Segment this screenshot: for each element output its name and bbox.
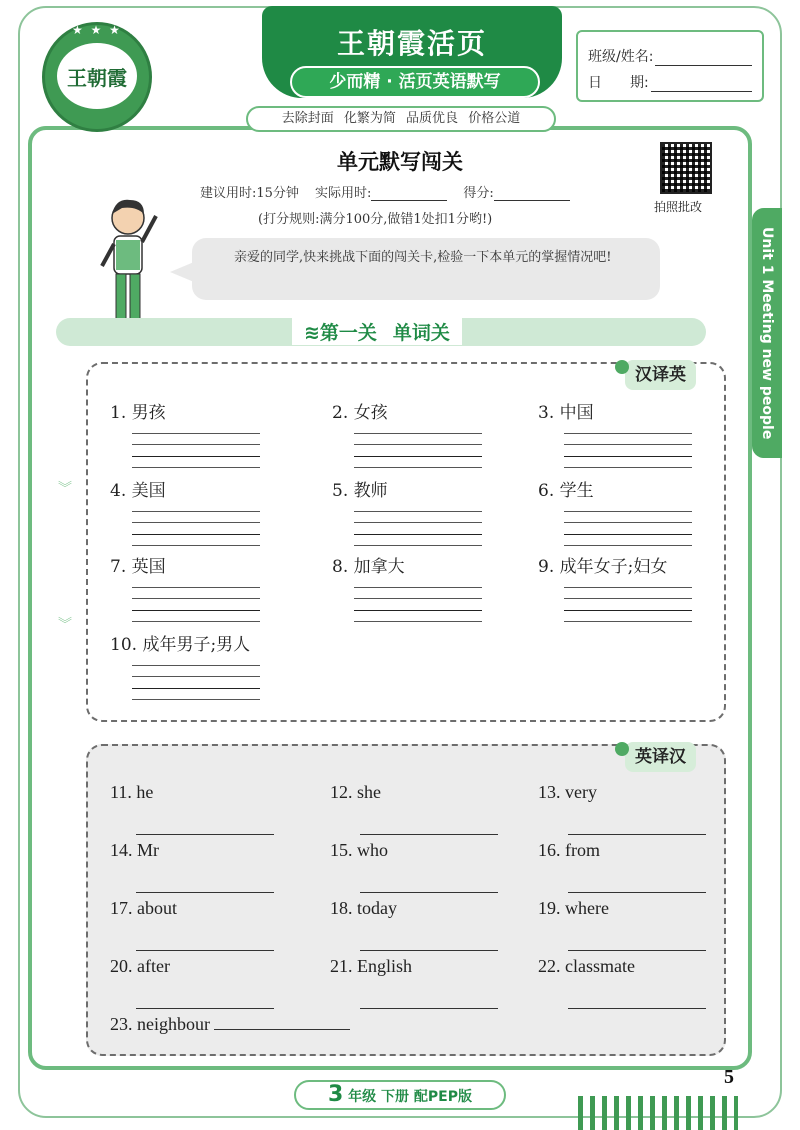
speech-tail: [170, 262, 194, 282]
answer-lines[interactable]: [354, 422, 482, 468]
name-label: 班级/姓名:: [588, 49, 654, 65]
date-label: 日 期:: [588, 75, 649, 91]
speech-bubble: 亲爱的同学,快来挑战下面的闯关卡,检验一下本单元的掌握情况吧!: [192, 238, 660, 300]
question-item: 8. 加拿大: [332, 557, 405, 577]
answer-line[interactable]: [568, 1008, 706, 1009]
answer-lines[interactable]: [132, 654, 260, 700]
level-name: 单词关: [392, 322, 450, 344]
answer-lines[interactable]: [132, 500, 260, 546]
question-item: 16. from: [538, 840, 600, 860]
question-item: 18. today: [330, 898, 397, 918]
boy-illustration: [92, 196, 162, 336]
question-item: 7. 英国: [110, 557, 166, 577]
question-item: 17. about: [110, 898, 177, 918]
question-item: 19. where: [538, 898, 609, 918]
question-item: 1. 男孩: [110, 403, 166, 423]
question-item: 23. neighbour: [110, 1014, 350, 1035]
level-number: ≋第一关: [304, 322, 377, 344]
chevron-down-icon: ︾: [58, 481, 72, 497]
grade-pill: [294, 1080, 506, 1110]
answer-line[interactable]: [568, 950, 706, 951]
question-item: 22. classmate: [538, 956, 635, 976]
answer-lines[interactable]: [132, 422, 260, 468]
question-item: 9. 成年女子;妇女: [538, 557, 668, 577]
actual-time-field[interactable]: [371, 187, 447, 201]
answer-line[interactable]: [136, 950, 274, 951]
answer-line[interactable]: [360, 950, 498, 951]
level-title: [292, 318, 462, 345]
dot-icon: [615, 742, 629, 756]
question-item: 2. 女孩: [332, 403, 388, 423]
publisher-logo: [42, 22, 152, 132]
question-item: 11. he: [110, 782, 154, 802]
answer-line[interactable]: [360, 834, 498, 835]
name-row: [588, 40, 752, 66]
page-title: 单元默写闯关: [337, 150, 463, 174]
answer-line[interactable]: [360, 892, 498, 893]
grade-number: 3: [327, 1082, 344, 1107]
section-tag: 汉译英: [625, 360, 696, 390]
unit-side-tab: Unit 1 Meeting new people: [752, 208, 782, 458]
answer-lines[interactable]: [564, 422, 692, 468]
qr-code-icon[interactable]: [660, 142, 712, 194]
answer-line[interactable]: [136, 834, 274, 835]
dot-icon: [615, 360, 629, 374]
score-label: 得分:: [463, 186, 494, 201]
question-item: 15. who: [330, 840, 388, 860]
suggested-time: 建议用时:15分钟: [200, 186, 299, 201]
question-item: 13. very: [538, 782, 597, 802]
answer-lines[interactable]: [564, 576, 692, 622]
question-item: 12. she: [330, 782, 381, 802]
answer-lines[interactable]: [564, 500, 692, 546]
date-row: [588, 66, 752, 92]
answer-line[interactable]: [136, 892, 274, 893]
qr-label: 拍照批改: [654, 200, 703, 214]
question-item: 10. 成年男子;男人: [110, 635, 251, 655]
name-field[interactable]: [655, 50, 752, 66]
section-en-to-cn: [86, 744, 726, 1056]
star-icon: ★ ★ ★ ★ ★: [53, 23, 141, 37]
logo-inner: [57, 43, 137, 109]
question-item: 21. English: [330, 956, 413, 976]
logo-text: 王朝霞: [67, 65, 127, 90]
page-number: 5: [724, 1066, 734, 1088]
question-item: 6. 学生: [538, 481, 594, 501]
question-item: 3. 中国: [538, 403, 594, 423]
question-item: 14. Mr: [110, 840, 159, 860]
date-field[interactable]: [651, 76, 752, 92]
section-cn-to-en: [86, 362, 726, 722]
actual-time-label: 实际用时:: [314, 186, 372, 201]
question-item: 4. 美国: [110, 481, 166, 501]
decorative-stripes: [578, 1096, 738, 1130]
time-score-row: [200, 182, 570, 201]
series-subtitle: 少而精 · 活页英语默写: [290, 66, 540, 98]
answer-line[interactable]: [136, 1008, 274, 1009]
grade-text: 年级 下册 配PEP版: [348, 1089, 473, 1105]
question-item: 20. after: [110, 956, 170, 976]
score-field[interactable]: [494, 187, 570, 201]
answer-lines[interactable]: [132, 576, 260, 622]
question-item: 5. 教师: [332, 481, 388, 501]
section-tag: 英译汉: [625, 742, 696, 772]
slogans: 去除封面 化繁为简 品质优良 价格公道: [246, 106, 556, 132]
brand-title: 王朝霞活页: [336, 27, 487, 60]
answer-line[interactable]: [568, 892, 706, 893]
answer-line[interactable]: [360, 1008, 498, 1009]
answer-line[interactable]: [214, 1029, 350, 1030]
answer-lines[interactable]: [354, 500, 482, 546]
scoring-rule: (打分规则:满分100分,做错1处扣1分哟!): [258, 212, 493, 227]
answer-lines[interactable]: [354, 576, 482, 622]
chevron-down-icon: ︾: [58, 617, 72, 633]
answer-line[interactable]: [568, 834, 706, 835]
student-info-box: [576, 30, 764, 102]
